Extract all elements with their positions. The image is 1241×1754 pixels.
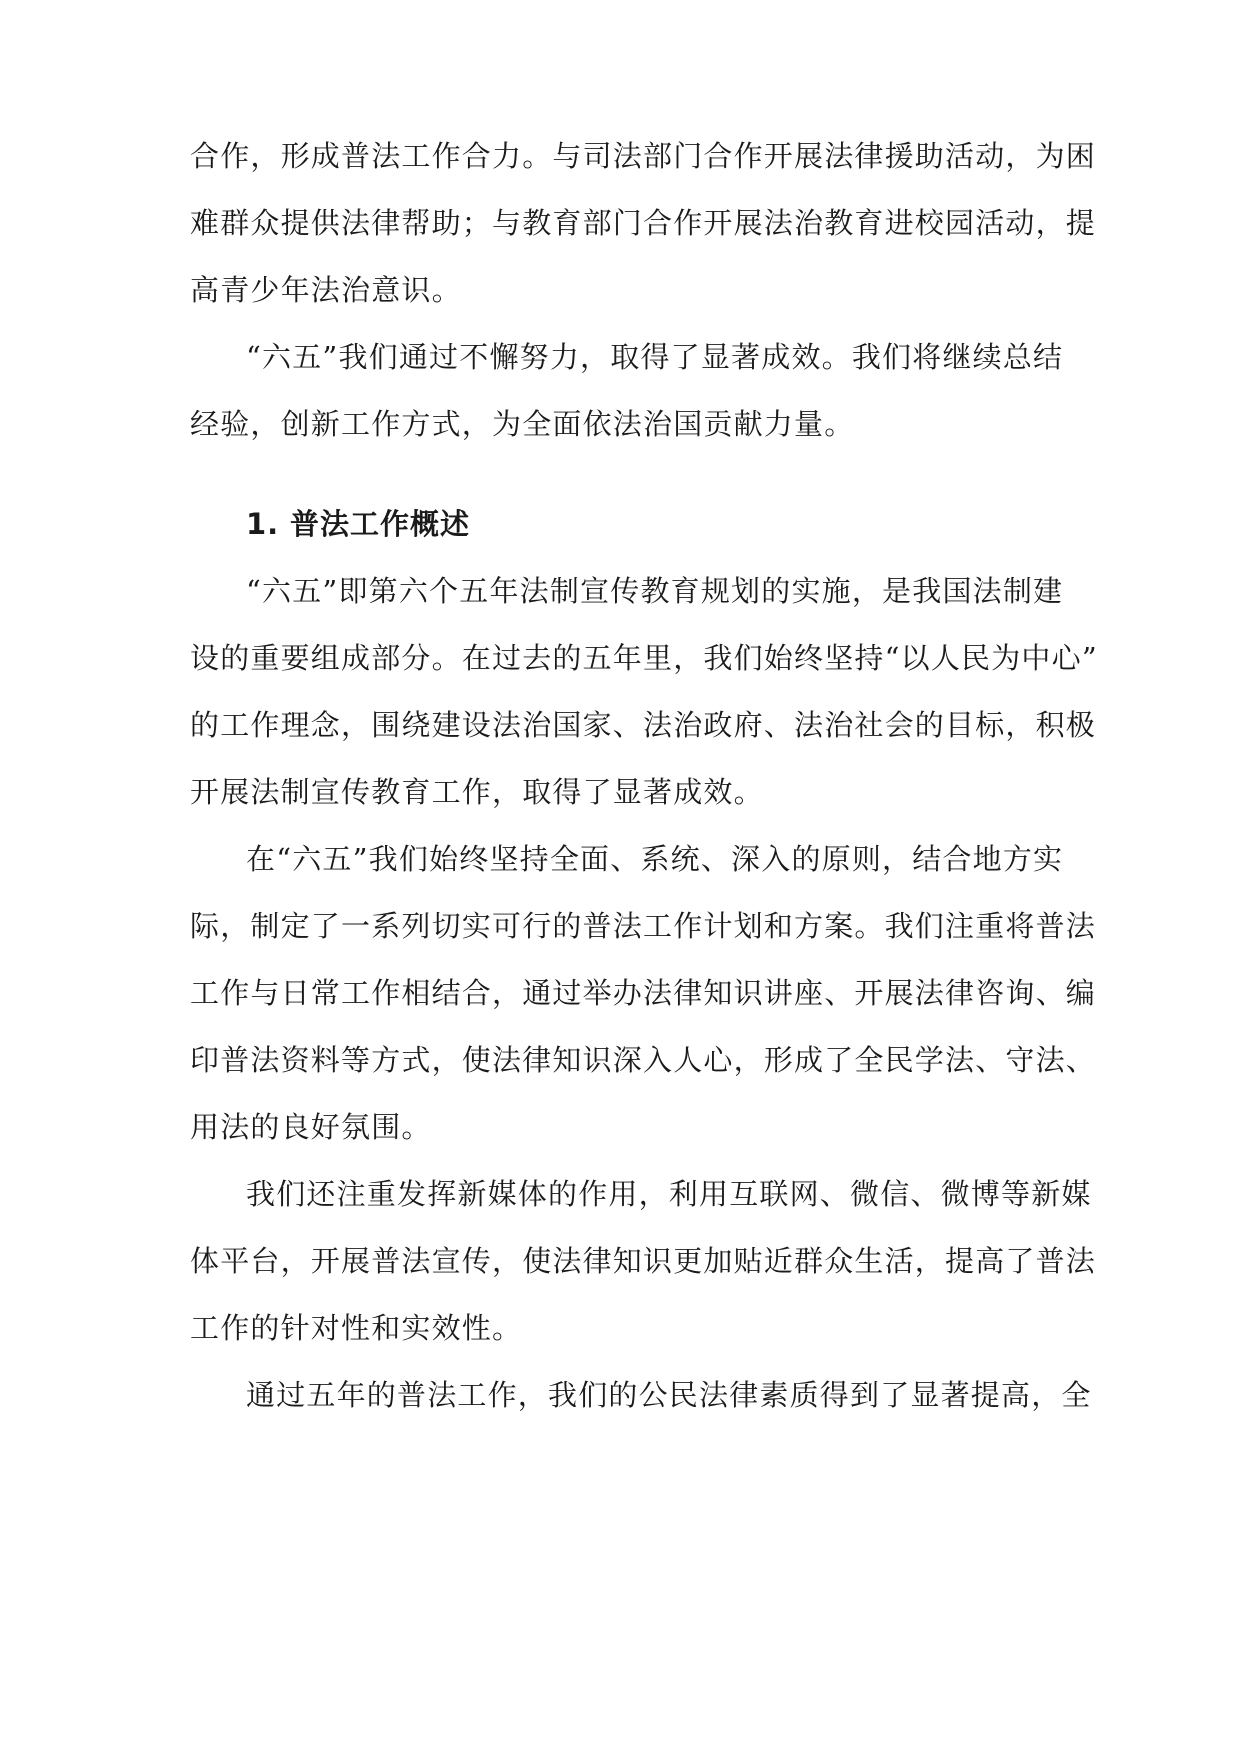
- text-line: 经验，创新工作方式，为全面依法治国贡献力量。: [190, 407, 855, 441]
- text-line: “六五”即第六个五年法制宣传教育规划的实施，是我国法制建: [246, 574, 1064, 608]
- text-line: 印普法资料等方式，使法律知识深入人心，形成了全民学法、守法、: [190, 1043, 1097, 1077]
- text-line: 在“六五”我们始终坚持全面、系统、深入的原则，结合地方实: [246, 842, 1064, 876]
- text-line: “六五”我们通过不懈努力，取得了显著成效。我们将继续总结: [246, 340, 1064, 374]
- text-line: 际，制定了一系列切实可行的普法工作计划和方案。我们注重将普法: [190, 909, 1097, 943]
- text-line: 工作与日常工作相结合，通过举办法律知识讲座、开展法律咨询、编: [190, 976, 1097, 1010]
- text-line: 开展法制宣传教育工作，取得了显著成效。: [190, 775, 764, 809]
- text-line: 工作的针对性和实效性。: [190, 1311, 523, 1345]
- text-line: 高青少年法治意识。: [190, 273, 462, 307]
- text-line: 设的重要组成部分。在过去的五年里，我们始终坚持“以人民为中心”: [190, 641, 1098, 675]
- text-line: 我们还注重发挥新媒体的作用，利用互联网、微信、微博等新媒: [246, 1177, 1092, 1211]
- text-line: 合作，形成普法工作合力。与司法部门合作开展法律援助活动，为困: [190, 139, 1097, 173]
- section-number: 1.: [246, 507, 280, 541]
- section-heading: [246, 504, 470, 544]
- text-line: 的工作理念，围绕建设法治国家、法治政府、法治社会的目标，积极: [190, 708, 1097, 742]
- text-line: 体平台，开展普法宣传，使法律知识更加贴近群众生活，提高了普法: [190, 1244, 1097, 1278]
- text-line: 用法的良好氛围。: [190, 1110, 432, 1144]
- section-title: 普法工作概述: [290, 507, 471, 541]
- text-line: 通过五年的普法工作，我们的公民法律素质得到了显著提高，全: [246, 1378, 1092, 1412]
- text-line: 难群众提供法律帮助；与教育部门合作开展法治教育进校园活动，提: [190, 206, 1097, 240]
